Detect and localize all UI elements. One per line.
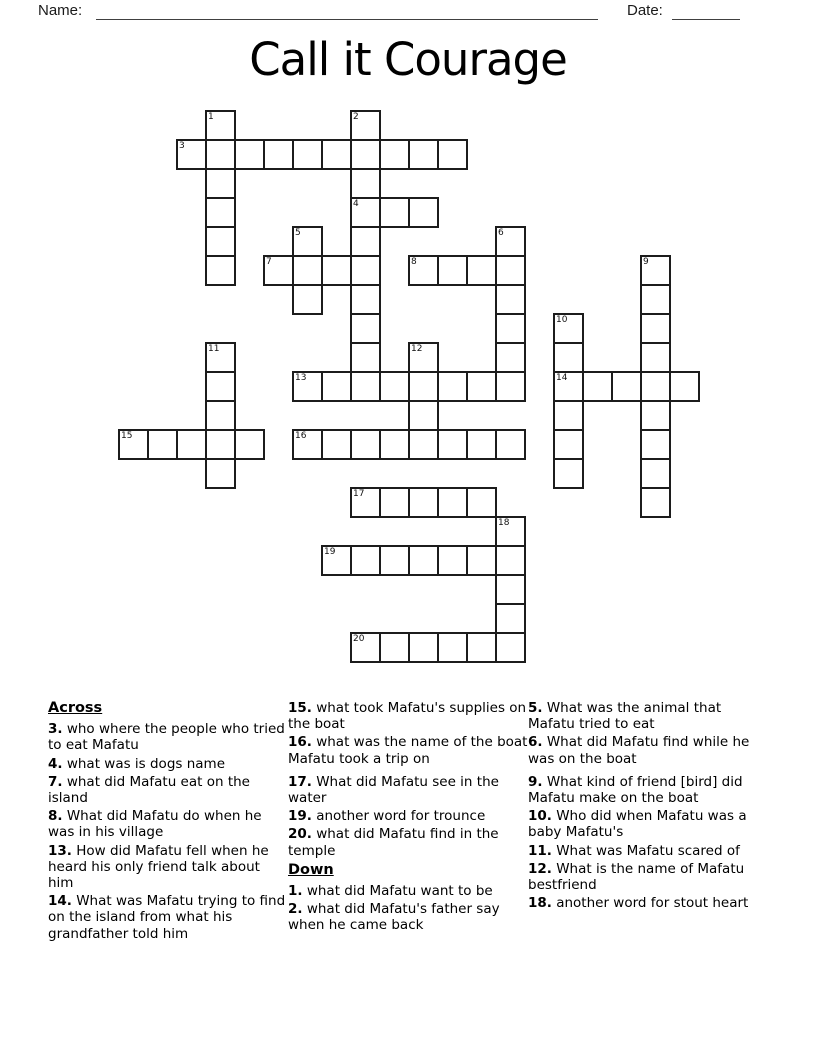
grid-cell[interactable]: [321, 429, 352, 460]
grid-cell[interactable]: [640, 313, 671, 344]
clue-item: 4. what was is dogs name: [48, 755, 225, 772]
clue-number: 3.: [48, 721, 63, 738]
clue-item: 11. What was Mafatu scared of: [528, 842, 740, 859]
grid-cell[interactable]: [466, 487, 497, 518]
grid-cell[interactable]: [408, 429, 439, 460]
grid-cell[interactable]: [408, 197, 439, 228]
grid-cell-number: 15: [121, 431, 133, 441]
grid-cell[interactable]: [234, 429, 265, 460]
grid-cell[interactable]: [205, 371, 236, 402]
clue-number: 6.: [528, 734, 543, 751]
clues-heading: Down: [288, 861, 334, 878]
grid-cell[interactable]: [582, 371, 613, 402]
grid-cell[interactable]: [640, 487, 671, 518]
date-label: Date:: [627, 2, 663, 19]
grid-cell[interactable]: [553, 429, 584, 460]
grid-cell[interactable]: [437, 545, 468, 576]
grid-cell[interactable]: [379, 371, 410, 402]
clue-number: 11.: [528, 842, 552, 859]
grid-cell-number: 17: [353, 489, 365, 499]
clue-item: 14. What was Mafatu trying to find on the island from what his grandfather told him: [48, 893, 286, 942]
grid-cell-number: 18: [498, 518, 510, 528]
grid-cell-number: 4: [353, 199, 359, 209]
clue-item: 12. What is the name of Mafatu bestfriend: [528, 860, 745, 894]
grid-cell[interactable]: [553, 400, 584, 431]
clue-number: 10.: [528, 808, 552, 825]
grid-cell[interactable]: [350, 226, 381, 257]
clue-number: 12.: [528, 860, 552, 877]
grid-cell[interactable]: [350, 545, 381, 576]
clues-heading: Across: [48, 700, 103, 716]
grid-cell[interactable]: [379, 139, 410, 170]
grid-cell[interactable]: [205, 429, 236, 460]
grid-cell-number: 20: [353, 634, 365, 644]
grid-cell-number: 16: [295, 431, 307, 441]
grid-cell-number: 13: [295, 373, 307, 383]
grid-cell[interactable]: [495, 313, 526, 344]
clues-column-1: [48, 700, 286, 944]
name-label: Name:: [38, 2, 83, 19]
grid-cell[interactable]: [408, 139, 439, 170]
grid-cell[interactable]: [611, 371, 642, 402]
date-fill-line[interactable]: [672, 19, 740, 20]
clue-item: 13. How did Mafatu fell when he heard his only friend talk about him: [48, 842, 269, 892]
clue-number: 19.: [288, 808, 312, 825]
grid-cell-number: 10: [556, 315, 568, 325]
grid-cell[interactable]: [350, 284, 381, 315]
grid-cell[interactable]: [350, 429, 381, 460]
grid-cell-number: 1: [208, 112, 214, 122]
clue-item: 2. what did Mafatu's father say when he came back: [288, 901, 500, 934]
grid-cell-number: 11: [208, 344, 220, 354]
grid-cell[interactable]: [205, 226, 236, 257]
grid-cell[interactable]: [495, 545, 526, 576]
grid-cell[interactable]: [205, 458, 236, 489]
grid-cell[interactable]: [437, 487, 468, 518]
page-title: Call it Courage: [249, 33, 567, 86]
grid-cell[interactable]: [147, 429, 178, 460]
grid-cell-number: 14: [556, 373, 568, 383]
grid-cell[interactable]: [553, 458, 584, 489]
clue-item: 3. who where the people who tried to eat Mafatu: [48, 721, 285, 754]
grid-cell-number: 8: [411, 257, 417, 267]
grid-cell[interactable]: [437, 429, 468, 460]
grid-cell[interactable]: [205, 255, 236, 286]
clue-number: 2.: [288, 901, 303, 918]
clues-column-3: [528, 700, 768, 913]
clue-item: 19. another word for trounce: [288, 808, 486, 825]
grid-cell[interactable]: [437, 632, 468, 663]
clue-number: 18.: [528, 895, 552, 912]
clue-number: 20.: [288, 826, 312, 843]
clue-number: 15.: [288, 700, 312, 716]
grid-cell[interactable]: [321, 255, 352, 286]
clue-item: 10. Who did when Mafatu was a baby Mafatu's: [528, 808, 747, 841]
grid-cell[interactable]: [379, 545, 410, 576]
grid-cell[interactable]: [466, 255, 497, 286]
grid-cell[interactable]: [408, 400, 439, 431]
grid-cell[interactable]: [466, 371, 497, 402]
grid-cell[interactable]: [466, 545, 497, 576]
clue-item: 5. What was the animal that Mafatu tried to eat: [528, 700, 722, 733]
grid-cell[interactable]: [263, 139, 294, 170]
grid-cell[interactable]: [350, 371, 381, 402]
clue-number: 14.: [48, 893, 72, 910]
grid-cell-number: 9: [643, 257, 649, 267]
grid-cell-number: 5: [295, 228, 301, 238]
grid-cell[interactable]: [640, 400, 671, 431]
grid-cell[interactable]: [495, 371, 526, 402]
grid-cell[interactable]: [437, 371, 468, 402]
clue-item: 16. what was the name of the boat Mafatu took a trip on: [288, 734, 528, 767]
grid-cell[interactable]: [408, 371, 439, 402]
grid-cell[interactable]: [350, 342, 381, 373]
clue-number: 8.: [48, 808, 63, 825]
grid-cell[interactable]: [205, 400, 236, 431]
clue-number: 13.: [48, 842, 72, 859]
grid-cell-number: 19: [324, 547, 336, 557]
grid-cell[interactable]: [321, 371, 352, 402]
grid-cell[interactable]: [408, 487, 439, 518]
grid-cell[interactable]: [234, 139, 265, 170]
grid-cell[interactable]: [176, 429, 207, 460]
grid-cell[interactable]: [669, 371, 700, 402]
grid-cell-number: 3: [179, 141, 185, 151]
grid-cell-number: 2: [353, 112, 359, 122]
name-fill-line[interactable]: [96, 19, 598, 20]
grid-cell-number: 12: [411, 344, 423, 354]
grid-cell[interactable]: [379, 429, 410, 460]
grid-cell-number: 7: [266, 257, 272, 267]
grid-cell[interactable]: [292, 139, 323, 170]
grid-cell[interactable]: [466, 429, 497, 460]
clue-number: 17.: [288, 773, 312, 790]
clue-item: 8. What did Mafatu do when he was in his village: [48, 808, 262, 841]
grid-cell[interactable]: [350, 255, 381, 286]
grid-cell[interactable]: [379, 197, 410, 228]
grid-cell[interactable]: [495, 342, 526, 373]
clue-item: 18. another word for stout heart: [528, 895, 749, 912]
grid-cell[interactable]: [292, 255, 323, 286]
grid-cell[interactable]: [437, 139, 468, 170]
grid-cell[interactable]: [292, 284, 323, 315]
grid-cell[interactable]: [350, 168, 381, 199]
grid-cell[interactable]: [495, 255, 526, 286]
grid-cell[interactable]: [640, 458, 671, 489]
clue-item: 20. what did Mafatu find in the temple: [288, 826, 499, 859]
grid-cell[interactable]: [640, 429, 671, 460]
grid-cell[interactable]: [379, 487, 410, 518]
grid-cell[interactable]: [640, 371, 671, 402]
clue-number: 5.: [528, 700, 543, 716]
grid-cell[interactable]: [640, 284, 671, 315]
grid-cell[interactable]: [495, 603, 526, 634]
grid-cell[interactable]: [640, 342, 671, 373]
clues-column-2: [288, 700, 528, 936]
grid-cell[interactable]: [350, 313, 381, 344]
grid-cell-number: 6: [498, 228, 504, 238]
grid-cell[interactable]: [321, 139, 352, 170]
clue-item: 1. what did Mafatu want to be: [288, 883, 493, 900]
clue-number: 4.: [48, 755, 63, 772]
clue-number: 16.: [288, 734, 312, 751]
grid-cell[interactable]: [466, 632, 497, 663]
grid-cell[interactable]: [408, 545, 439, 576]
clue-number: 7.: [48, 773, 63, 790]
clue-item: 15. what took Mafatu's supplies on the boat: [288, 700, 527, 733]
grid-cell[interactable]: [495, 284, 526, 315]
clue-item: 6. What did Mafatu find while he was on the boat: [528, 734, 750, 767]
clue-item: 7. what did Mafatu eat on the island: [48, 773, 250, 807]
clue-item: 17. What did Mafatu see in the water: [288, 773, 499, 807]
grid-cell[interactable]: [495, 574, 526, 605]
grid-cell[interactable]: [350, 139, 381, 170]
grid-cell[interactable]: [495, 429, 526, 460]
grid-cell[interactable]: [437, 255, 468, 286]
grid-cell[interactable]: [379, 632, 410, 663]
grid-cell[interactable]: [205, 139, 236, 170]
clue-number: 1.: [288, 883, 303, 900]
grid-cell[interactable]: [495, 632, 526, 663]
clue-item: 9. What kind of friend [bird] did Mafatu make on the boat: [528, 773, 743, 807]
grid-cell[interactable]: [205, 197, 236, 228]
grid-cell[interactable]: [553, 342, 584, 373]
grid-cell[interactable]: [408, 632, 439, 663]
clue-number: 9.: [528, 773, 543, 790]
grid-cell[interactable]: [205, 168, 236, 199]
